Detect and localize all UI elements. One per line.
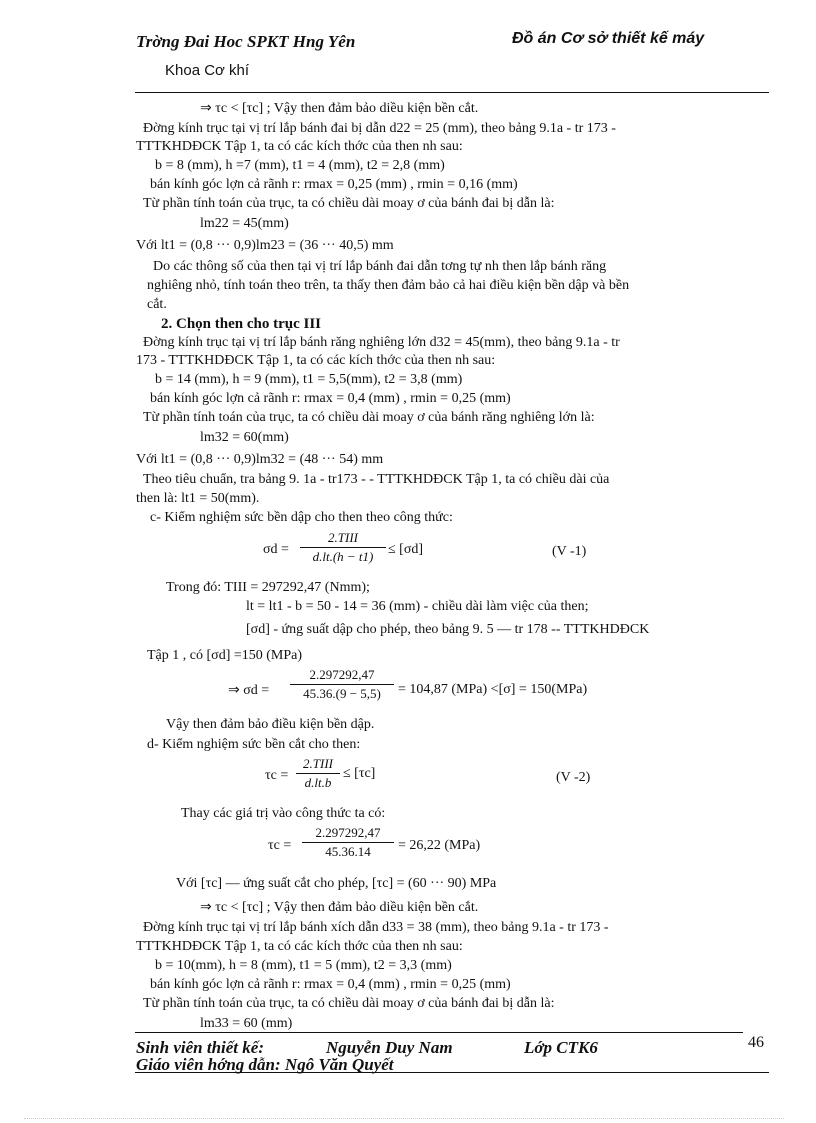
text-line: c- Kiểm nghiệm sức bền dập cho then theo công thức:: [150, 510, 453, 525]
fraction-denominator: d.lt.(h − t1): [312, 549, 374, 564]
text-line: TTTKHDĐCK Tập 1, ta có các kích thớc của then nh sau:: [136, 939, 463, 954]
formula-lhs: τc =: [268, 838, 292, 853]
text-line: d- Kiểm nghiệm sức bền cắt cho then:: [147, 737, 361, 752]
text-line: Đờng kính trục tại vị trí lắp bánh đai bị dẫn d22 = 25 (mm), theo bảng 9.1a - tr 173 -: [143, 121, 616, 136]
footer-student-name: Nguyễn Duy Nam: [326, 1038, 453, 1057]
header-faculty: Khoa Cơ khí: [165, 62, 250, 79]
text-line: Tập 1 , có [σd] =150 (MPa): [147, 648, 303, 663]
page-number: 46: [748, 1034, 764, 1051]
fraction-denominator: 45.36.14: [325, 844, 371, 859]
formula-lhs: ⇒ σd =: [228, 683, 270, 698]
footer-student-label: Sinh viên thiết kế:: [136, 1038, 264, 1057]
text-line: b = 14 (mm), h = 9 (mm), t1 = 5,5(mm), t2 = 3,8 (mm): [155, 372, 463, 387]
fraction-numerator: 2.TIII: [300, 530, 386, 548]
formula-fraction: [296, 756, 340, 791]
text-line: Trong đó: TIII = 297292,47 (Nmm);: [166, 580, 370, 595]
text-line: bán kính góc lợn cả rãnh r: rmax = 0,4 (mm) , rmin = 0,25 (mm): [150, 391, 511, 406]
text-line: [σd] - ứng suất dập cho phép, theo bảng 9. 5 — tr 178 -- TTTKHDĐCK: [246, 622, 650, 637]
fraction-numerator: 2.297292,47: [302, 825, 394, 843]
text-line: bán kính góc lợn cả rãnh r: rmax = 0,4 (mm) , rmin = 0,25 (mm): [150, 977, 511, 992]
fraction-numerator: 2.297292,47: [290, 667, 394, 685]
page-edge-divider: [24, 1118, 784, 1119]
header-project-title: Đồ án Cơ sở thiết kế máy: [512, 30, 705, 47]
formula-lhs: σd =: [263, 542, 289, 557]
formula-rhs: = 26,22 (MPa): [398, 838, 481, 853]
text-line: Với lt1 = (0,8 ··· 0,9)lm32 = (48 ··· 54) mm: [136, 452, 384, 467]
formula-fraction: [302, 825, 394, 860]
text-line: Từ phần tính toán của trục, ta có chiều dài moay ơ của bánh đai bị dẫn là:: [143, 196, 555, 211]
text-line: Từ phần tính toán của trục, ta có chiều dài moay ơ của bánh răng nghiêng lớn là:: [143, 410, 595, 425]
text-line: lm33 = 60 (mm): [200, 1016, 293, 1031]
text-line: cắt.: [147, 297, 167, 312]
text-line: ⇒ τc < [τc] ; Vậy then đảm bảo diều kiện bền cắt.: [200, 101, 479, 116]
formula-fraction: [300, 530, 386, 565]
header-rule: [135, 92, 769, 93]
text-line: Thay các giá trị vào công thức ta có:: [181, 806, 386, 821]
text-line: then là: lt1 = 50(mm).: [136, 491, 260, 506]
text-line: lm32 = 60(mm): [200, 430, 289, 445]
formula-tag: (V -2): [556, 770, 591, 785]
text-line: Do các thông số của then tại vị trí lắp bánh đai dẫn tơng tự nh then lắp bánh răng: [153, 259, 607, 274]
text-line: lm22 = 45(mm): [200, 216, 289, 231]
text-line: bán kính góc lợn cả rãnh r: rmax = 0,25 (mm) , rmin = 0,16 (mm): [150, 177, 518, 192]
header-school: Trờng Đai Hoc SPKT Hng Yên: [136, 32, 356, 51]
formula-rhs: ≤ [σd]: [388, 542, 424, 557]
fraction-denominator: d.lt.b: [304, 775, 332, 790]
footer-rule: [135, 1032, 743, 1033]
text-line: Đờng kính trục tại vị trí lắp bánh xích dẫn d33 = 38 (mm), theo bảng 9.1a - tr 173 -: [143, 920, 609, 935]
fraction-numerator: 2.TIII: [296, 756, 340, 774]
text-line: nghiêng nhỏ, tính toán theo trên, ta thấy then đảm bảo cả hai điều kiện bền dập và bền: [147, 278, 630, 293]
formula-lhs: τc =: [265, 768, 289, 783]
formula-rhs: ≤ [τc]: [343, 766, 376, 781]
footer-underline: [135, 1072, 769, 1073]
text-line: ⇒ τc < [τc] ; Vậy then đảm bảo diều kiện bền cắt.: [200, 900, 479, 915]
formula-tag: (V -1): [552, 544, 587, 559]
text-line: lt = lt1 - b = 50 - 14 = 36 (mm) - chiều dài làm việc của then;: [246, 599, 589, 614]
text-line: Vậy then đảm bảo điều kiện bền dập.: [166, 717, 375, 732]
text-line: Đờng kính trục tại vị trí lắp bánh răng nghiêng lớn d32 = 45(mm), theo bảng 9.1a - tr: [143, 335, 620, 350]
text-line: Theo tiêu chuẩn, tra bảng 9. 1a - tr173 - - TTTKHDĐCK Tập 1, ta có chiều dài của: [143, 472, 610, 487]
section-heading: 2. Chọn then cho trục III: [161, 316, 322, 332]
footer-teacher: Giáo viên hớng dẫn: Ngô Văn Quyết: [136, 1055, 394, 1074]
formula-fraction: [290, 667, 394, 702]
text-line: b = 8 (mm), h =7 (mm), t1 = 4 (mm), t2 = 2,8 (mm): [155, 158, 445, 173]
text-line: b = 10(mm), h = 8 (mm), t1 = 5 (mm), t2 = 3,3 (mm): [155, 958, 452, 973]
text-line: Từ phần tính toán của trục, ta có chiều dài moay ơ của bánh đai bị dẫn là:: [143, 996, 555, 1011]
formula-rhs: = 104,87 (MPa) <[σ] = 150(MPa): [398, 682, 588, 697]
fraction-denominator: 45.36.(9 − 5,5): [303, 686, 381, 701]
footer-class: Lớp CTK6: [524, 1038, 598, 1057]
text-line: 173 - TTTKHDĐCK Tập 1, ta có các kích thớc của then nh sau:: [136, 353, 496, 368]
text-line: Với [τc] — ứng suất cắt cho phép, [τc] = (60 ··· 90) MPa: [176, 876, 497, 891]
text-line: Với lt1 = (0,8 ··· 0,9)lm23 = (36 ··· 40,5) mm: [136, 238, 394, 253]
text-line: TTTKHDĐCK Tập 1, ta có các kích thớc của then nh sau:: [136, 139, 463, 154]
